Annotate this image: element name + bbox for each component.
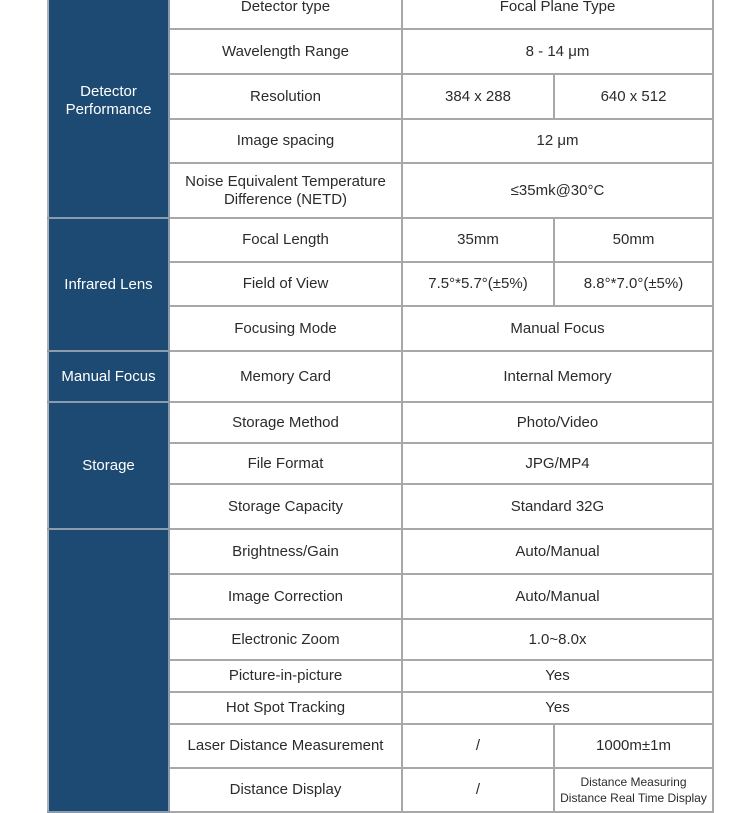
- row-value: Auto/Manual: [402, 574, 713, 619]
- row-value: Photo/Video: [402, 402, 713, 443]
- row-label: Focal Length: [169, 218, 402, 262]
- row-label: Distance Display: [169, 768, 402, 812]
- row-label: Image Correction: [169, 574, 402, 619]
- row-label: Wavelength Range: [169, 29, 402, 74]
- table-row: [48, 0, 713, 29]
- row-value: 50mm: [554, 218, 713, 262]
- row-value: 1000m±1m: [554, 724, 713, 768]
- spec-table: [47, 0, 714, 813]
- row-value: ≤35mk@30°C: [402, 163, 713, 218]
- row-label-line: Difference (NETD): [223, 190, 348, 208]
- row-label: Focusing Mode: [169, 306, 402, 351]
- row-label: Laser Distance Measurement: [169, 724, 402, 768]
- row-value: Auto/Manual: [402, 529, 713, 574]
- row-value: JPG/MP4: [402, 443, 713, 484]
- row-label: Image spacing: [169, 119, 402, 163]
- row-value: 640 x 512: [554, 74, 713, 119]
- row-value: Internal Memory: [402, 351, 713, 402]
- category-label: Detector Performance: [65, 83, 152, 118]
- category-label: Infrared Lens: [64, 275, 153, 293]
- row-value: 8 - 14 μm: [402, 29, 713, 74]
- row-label: Resolution: [169, 74, 402, 119]
- row-value: 1.0~8.0x: [402, 619, 713, 660]
- category-infrared-lens: [48, 218, 169, 351]
- row-label: Picture-in-picture: [169, 660, 402, 692]
- category-label: Manual Focus: [61, 367, 156, 385]
- row-label: Electronic Zoom: [169, 619, 402, 660]
- row-label: Storage Capacity: [169, 484, 402, 529]
- row-value: /: [402, 768, 554, 812]
- category-label: Storage: [82, 456, 135, 474]
- row-label-line: Noise Equivalent Temperature: [185, 172, 386, 190]
- row-label: [169, 163, 402, 218]
- category-detector-performance: [48, 0, 169, 218]
- table-row: [48, 529, 713, 574]
- row-label: Memory Card: [169, 351, 402, 402]
- row-label: Detector type: [169, 0, 402, 29]
- row-value: Yes: [402, 660, 713, 692]
- row-label: Storage Method: [169, 402, 402, 443]
- row-value: 7.5°*5.7°(±5%): [402, 262, 554, 306]
- table-row: [48, 351, 713, 402]
- table-row: [48, 218, 713, 262]
- row-label: Brightness/Gain: [169, 529, 402, 574]
- row-value: Yes: [402, 692, 713, 724]
- category-functions: [48, 529, 169, 812]
- row-label: Hot Spot Tracking: [169, 692, 402, 724]
- category-manual-focus: [48, 351, 169, 402]
- row-value: 384 x 288: [402, 74, 554, 119]
- row-label: File Format: [169, 443, 402, 484]
- row-value: Manual Focus: [402, 306, 713, 351]
- row-value-line: Distance Measuring: [580, 775, 687, 789]
- row-value: 8.8°*7.0°(±5%): [554, 262, 713, 306]
- row-value: Focal Plane Type: [402, 0, 713, 29]
- row-value: [554, 768, 713, 812]
- row-value: Standard 32G: [402, 484, 713, 529]
- row-value: /: [402, 724, 554, 768]
- table-row: [48, 402, 713, 443]
- row-label: Field of View: [169, 262, 402, 306]
- category-storage: [48, 402, 169, 529]
- row-value: 12 μm: [402, 119, 713, 163]
- row-value: 35mm: [402, 218, 554, 262]
- row-value-line: Distance Real Time Display: [560, 791, 707, 805]
